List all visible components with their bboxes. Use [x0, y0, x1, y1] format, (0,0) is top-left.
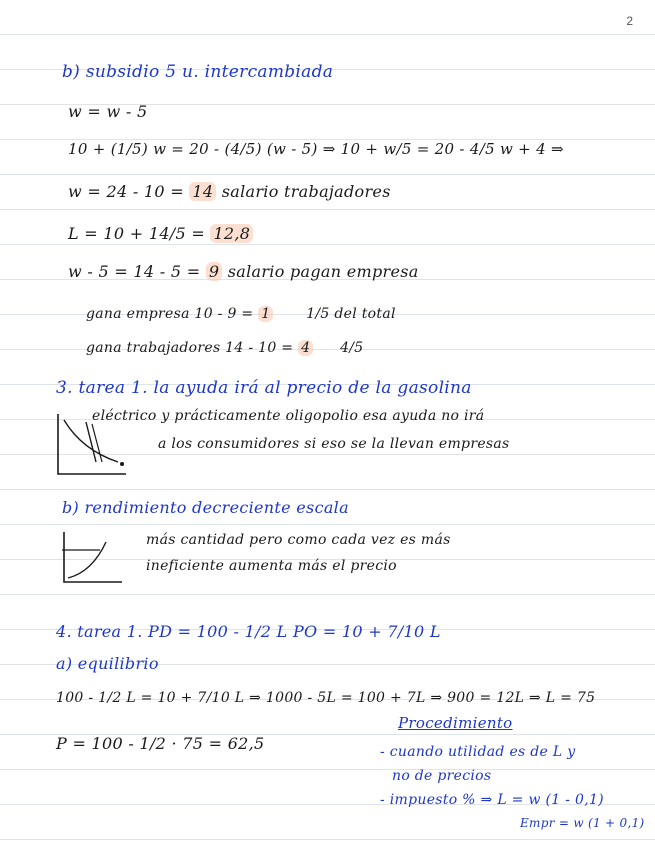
- company-gain-calc: gana empresa 10 - 9 =: [86, 306, 254, 322]
- line-equilibrium-equation: 100 - 1/2 L = 10 + 7/10 L ⇒ 1000 - 5L = 100 + 7L ⇒ 900 = 12L ⇒ L = 75: [56, 690, 596, 706]
- wage-label: salario trabajadores: [221, 182, 391, 201]
- line-company-gain: [86, 306, 396, 322]
- worker-gain-share: 4/5: [340, 340, 364, 356]
- quantity-calc: L = 10 + 14/5 =: [68, 224, 206, 243]
- employer-wage-highlight: 9: [206, 262, 222, 281]
- wage-value-highlight: 14: [189, 182, 216, 201]
- company-gain-highlight: 1: [258, 306, 273, 322]
- page-number: 2: [626, 14, 633, 28]
- line-employer-wage: [68, 262, 419, 281]
- line-rendimiento-heading: b) rendimiento decreciente escala: [62, 498, 349, 517]
- employer-wage-label: salario pagan empresa: [227, 262, 419, 281]
- line-subsidio-heading: b) subsidio 5 u. intercambiada: [62, 62, 334, 82]
- line-quantity-result: [68, 224, 253, 243]
- line-price-result: P = 100 - 1/2 · 75 = 62,5: [56, 734, 265, 753]
- wage-calc: w = 24 - 10 =: [68, 182, 184, 201]
- line-efficiency-note-1: más cantidad pero como cada vez es más: [146, 532, 451, 548]
- line-tarea4-heading: 4. tarea 1. PD = 100 - 1/2 L PO = 10 + 7/10 L: [56, 622, 441, 641]
- company-gain-share: 1/5 del total: [306, 306, 396, 322]
- line-equilibrio-heading: a) equilibrio: [56, 654, 159, 673]
- quantity-value-highlight: 12,8: [210, 224, 253, 243]
- decreasing-returns-sketch-icon: [58, 528, 130, 590]
- line-worker-gain: [86, 340, 364, 356]
- procedimiento-step-2-employer: Empr = w (1 + 0,1): [520, 816, 645, 830]
- line-wage-result: [68, 182, 391, 201]
- procedimiento-step-2: - impuesto % ⇒ L = w (1 - 0,1): [380, 792, 604, 808]
- worker-gain-calc: gana trabajadores 14 - 10 =: [86, 340, 294, 356]
- procedimiento-step-1-cont: no de precios: [392, 768, 492, 784]
- procedimiento-step-1: - cuando utilidad es de L y: [380, 744, 576, 760]
- worker-gain-highlight: 4: [298, 340, 313, 356]
- line-equation: 10 + (1/5) w = 20 - (4/5) (w - 5) ⇒ 10 + w/5 = 20 - 4/5 w + 4 ⇒: [68, 140, 564, 158]
- line-oligopoly-note: eléctrico y prácticamente oligopolio esa ayuda no irá: [92, 408, 485, 424]
- line-tarea3-heading: 3. tarea 1. la ayuda irá al precio de la gasolina: [56, 378, 472, 398]
- line-wage-definition: w = w - 5: [68, 102, 148, 121]
- line-consumer-note: a los consumidores si eso se la llevan empresas: [158, 436, 510, 452]
- line-efficiency-note-2: ineficiente aumenta más el precio: [146, 558, 397, 574]
- employer-wage-calc: w - 5 = 14 - 5 =: [68, 262, 201, 281]
- procedimiento-title: Procedimiento: [398, 714, 513, 732]
